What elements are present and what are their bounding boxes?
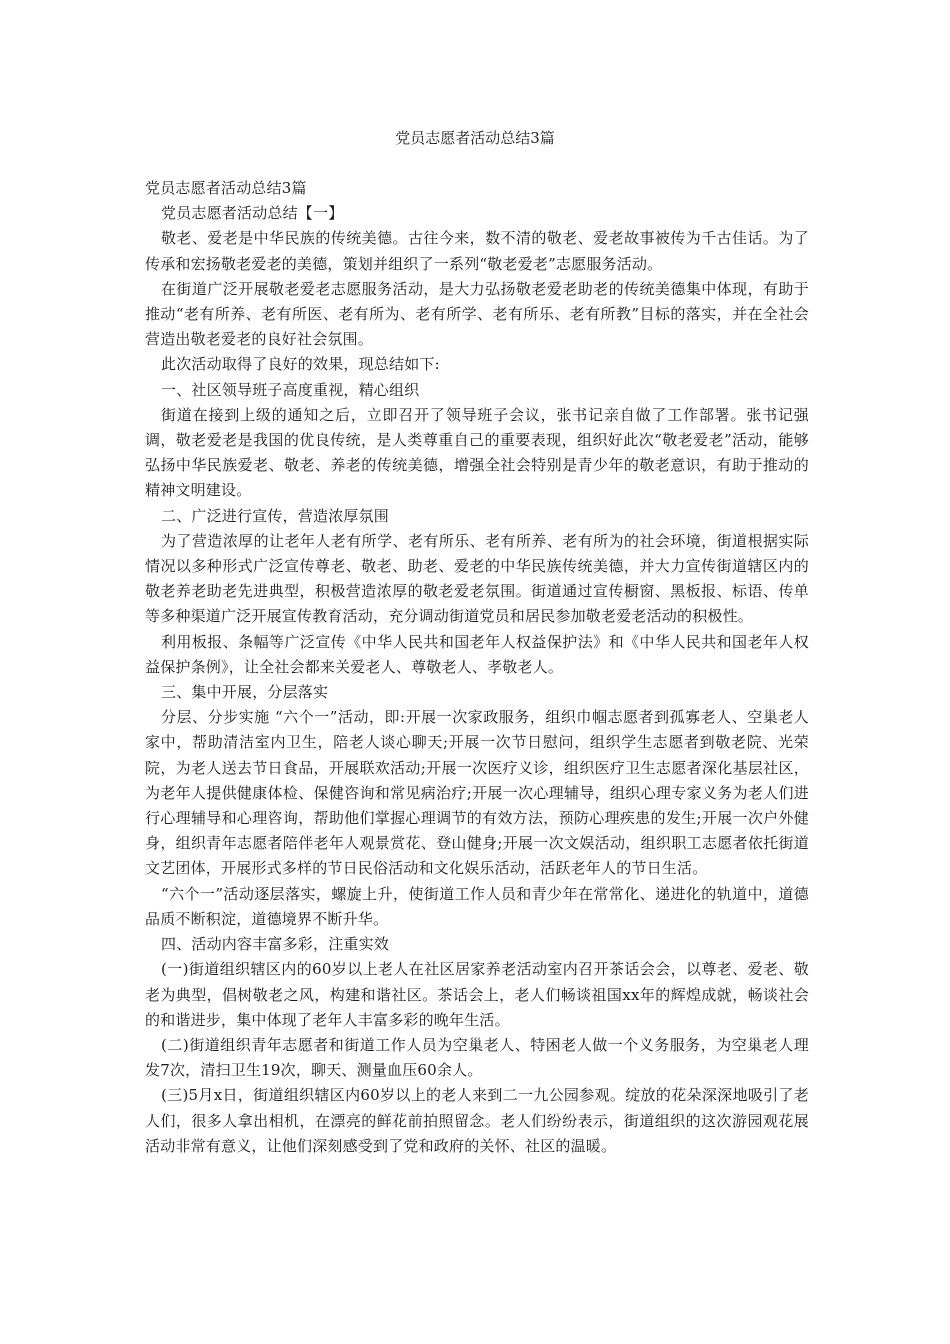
- paragraph: “六个一”活动逐层落实，螺旋上升，使街道工作人员和青少年在常常化、递进化的轨道中，道德品质不断积淀，道德境界不断升华。: [145, 884, 809, 928]
- document-subtitle: 党员志愿者活动总结3篇: [145, 179, 307, 197]
- subsection-heading: 二、广泛进行宣传，营造浓厚氛围: [161, 506, 390, 525]
- paragraph: 为了营造浓厚的让老年人老有所学、老有所乐、老有所养、老有所为的社会环境，街道根据实际情况以多种形式广泛宣传尊老、敬老、助老、爱老的中华民族传统美德，并大力宣传街道辖区内的敬老养老助老先进典型，积极营造浓厚的敬老爱老氛围。街道通过宣传橱窗、黑板报、标语、传单等多种渠道广泛开展宣传教育活动，充分调动街道党员和居民参加敬老爱老活动的积极性。: [145, 531, 809, 626]
- paragraph: 此次活动取得了良好的效果，现总结如下:: [161, 355, 440, 374]
- paragraph: 街道在接到上级的通知之后，立即召开了领导班子会议，张书记亲自做了工作部署。张书记强调，敬老爱老是我国的优良传统，是人类尊重自己的重要表现，组织好此次“敬老爱老”活动，能够弘扬中华民族爱老、敬老、养老的传统美德，增强全社会特别是青少年的敬老意识，有助于推动的精神文明建设。: [145, 405, 809, 500]
- paragraph: (一)街道组织辖区内的60岁以上老人在社区居家养老活动室内召开茶话会会，以尊老、爱老、敬老为典型，倡树敬老之风，构建和谐社区。茶话会上，老人们畅谈祖国xx年的辉煌成就，畅谈社会的和谐进步，集中体现了老年人丰富多彩的晚年生活。: [145, 960, 809, 1029]
- paragraph: 分层、分步实施 “六个一”活动，即:开展一次家政服务，组织巾帼志愿者到孤寡老人、空巢老人家中，帮助清洁室内卫生，陪老人谈心聊天;开展一次节日慰问，组织学生志愿者到敬老院、光荣院，为老人送去节日食品，开展联欢活动;开展一次医疗义诊，组织医疗卫生志愿者深化基层社区，为老年人提供健康体检、保健咨询和常见病治疗;开展一次心理辅导，组织心理专家义务为老人们进行心理辅导和心理咨询，帮助他们掌握心理调节的有效方法，预防心理疾患的发生;开展一次户外健身，组织青年志愿者陪伴老年人观景赏花、登山健身;开展一次文娱活动，组织职工志愿者依托街道文艺团体，开展形式多样的节日民俗活动和文化娱乐活动，活跃老年人的节日生活。: [145, 708, 809, 878]
- subsection-heading: 一、社区领导班子高度重视，精心组织: [161, 380, 420, 399]
- subsection-heading: 三、集中开展，分层落实: [161, 683, 329, 702]
- document-title: 党员志愿者活动总结3篇: [395, 129, 555, 147]
- paragraph: 利用板报、条幅等广泛宣传《中华人民共和国老年人权益保护法》和《中华人民共和国老年人权益保护条例》，让全社会都来关爱老人、尊敬老人、孝敬老人。: [145, 632, 809, 676]
- document-body: [145, 176, 809, 1159]
- paragraph: 敬老、爱老是中华民族的传统美德。古往今来，数不清的敬老、爱老故事被传为千古佳话。为了传承和宏扬敬老爱老的美德，策划并组织了一系列“敬老爱老”志愿服务活动。: [145, 229, 809, 273]
- paragraph: 在街道广泛开展敬老爱老志愿服务活动，是大力弘扬敬老爱老助老的传统美德集中体现，有助于推动“老有所养、老有所医、老有所为、老有所学、老有所乐、老有所教”目标的落实，并在全社会营造出敬老爱老的良好社会氛围。: [145, 279, 809, 349]
- section-heading: 党员志愿者活动总结【一】: [161, 204, 344, 223]
- subsection-heading: 四、活动内容丰富多彩，注重实效: [161, 935, 390, 954]
- paragraph: (二)街道组织青年志愿者和街道工作人员为空巢老人、特困老人做一个义务服务，为空巢老人理发7次，清扫卫生19次，聊天、测量血压60余人。: [145, 1035, 809, 1080]
- paragraph: (三)5月x日，街道组织辖区内60岁以上的老人来到二一九公园参观。绽放的花朵深深地吸引了老人们，很多人拿出相机，在漂亮的鲜花前拍照留念。老人们纷纷表示，街道组织的这次游园观花展活动非常有意义，让他们深刻感受到了党和政府的关怀、社区的温暖。: [145, 1086, 809, 1155]
